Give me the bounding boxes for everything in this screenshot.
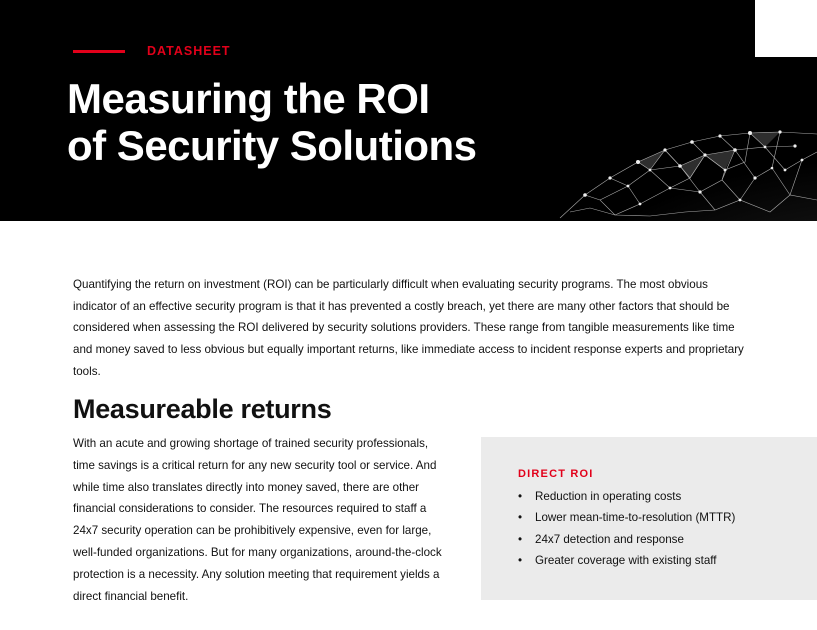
network-globe-graphic [540, 100, 817, 221]
intro-paragraph: Quantifying the return on investment (ROI) can be particularly difficult when evaluating security programs. The most obvious indicator of an effective security program is that it has prevented a costly breach, yet there are many other factors that should be considered when assessing the ROI delivered by security solutions providers. These range from tangible measurements like time and money saved to less obvious but equally important returns, like immediate access to incident response experts and proprietary tools. [73, 278, 744, 378]
direct-roi-heading: DIRECT ROI [518, 468, 594, 480]
hero-corner-block [755, 0, 817, 57]
list-item-text: Reduction in operating costs [535, 490, 682, 503]
hero-banner [0, 0, 817, 221]
direct-roi-panel [481, 437, 817, 600]
direct-roi-list [518, 486, 808, 572]
bullet-icon: • [518, 532, 523, 546]
list-item [518, 529, 808, 550]
bullet-icon: • [518, 511, 523, 525]
list-item-text: Greater coverage with existing staff [535, 554, 717, 568]
section-heading: Measureable returns [73, 394, 332, 424]
list-item [518, 486, 808, 507]
title-line-2: of Security Solutions [67, 122, 477, 169]
section-body: With an acute and growing shortage of trained security professionals, time savings is a critical return for any new security tool or service. And while time also translates directly into money saved, there are other financial considerations to consider. The resources required to staff a 24x7 security operation can be prohibitively expensive, even for large, well-funded organizations. But for many organizations, around-the-clock protection is a necessity. Any solution meeting that requirement yields a direct financial benefit. [73, 437, 442, 603]
bullet-icon: • [518, 554, 523, 568]
list-item [518, 550, 808, 571]
datasheet-label: DATASHEET [147, 44, 231, 58]
list-item-text: Lower mean-time-to-resolution (MTTR) [535, 511, 736, 525]
title-line-1: Measuring the ROI [67, 75, 430, 122]
bullet-icon: • [518, 490, 523, 503]
kicker-rule [73, 50, 125, 53]
list-item [518, 507, 808, 528]
list-item-text: 24x7 detection and response [535, 532, 684, 546]
